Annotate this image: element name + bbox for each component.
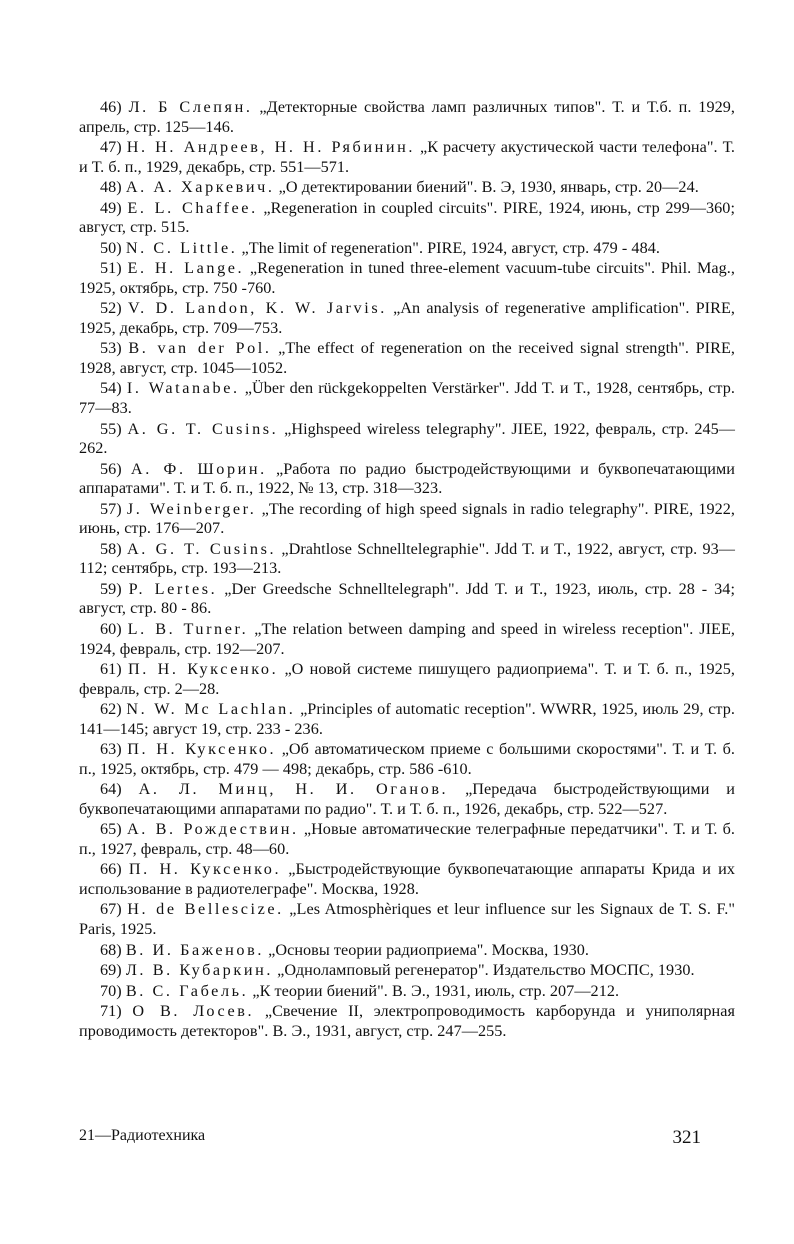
reference-text: „Одноламповый регенератор". Издательство МОСПС, 1930.	[273, 961, 695, 980]
reference-item	[79, 420, 735, 459]
reference-text: „Новые автоматические телеграфные передатчики". Т. и Т. б. п., 1927, февраль, стр. 48—60.	[79, 820, 736, 858]
reference-item	[79, 199, 735, 238]
reference-author: N. W. Mc Lachlan.	[126, 700, 296, 719]
reference-author: Л. В. Кубаркин.	[125, 961, 274, 980]
reference-author: A. G. T. Cusins.	[126, 539, 277, 558]
reference-number: 70)	[100, 981, 122, 1000]
reference-number: 68)	[100, 940, 122, 959]
reference-author: В. С. Габель.	[125, 981, 249, 1000]
reference-number: 52)	[100, 299, 122, 318]
reference-number: 57)	[100, 499, 122, 518]
reference-text: „К теории биений". В. Э., 1931, июль, стр. 207—212.	[248, 981, 620, 1000]
page-number: 321	[672, 1127, 701, 1148]
reference-text: „О новой системе пишущего радиоприема". Т. и Т. б. п., 1925, февраль, стр. 2—28.	[79, 659, 735, 698]
reference-item	[79, 460, 735, 499]
reference-author: Л. Б Слепян.	[128, 98, 253, 116]
reference-item	[79, 780, 735, 819]
reference-author: E. L. Chaffee.	[127, 198, 258, 217]
reference-item	[79, 961, 735, 981]
reference-text: „An analysis of regenerative amplification". PIRE, 1925, декабрь, стр. 709—753.	[79, 299, 735, 337]
reference-author: П. Н. Куксенко.	[127, 659, 279, 678]
reference-number: 48)	[100, 178, 122, 197]
reference-item	[79, 98, 735, 137]
reference-text: „Highspeed wireless telegraphy". JIEE, 1922, февраль, стр. 245—262.	[79, 419, 735, 458]
reference-author: П. Н. Куксенко.	[127, 740, 277, 759]
reference-number: 59)	[100, 579, 122, 598]
reference-item	[79, 379, 735, 418]
reference-text: „Об автоматическом приеме с большими скоростями". Т. и Т. б. п., 1925, октябрь, стр. 479 — 498; декабрь, стр. 586 -610.	[79, 740, 735, 778]
reference-item	[79, 660, 735, 699]
reference-text: „The recording of high speed signals in radio telegraphy". PIRE, 1922, июнь, стр. 176—207.	[79, 499, 735, 538]
reference-item	[79, 580, 735, 619]
reference-author: А. Л. Минц, Н. И. Оганов.	[138, 780, 449, 799]
reference-item	[79, 620, 735, 659]
reference-item	[79, 860, 735, 899]
reference-number: 66)	[100, 860, 122, 879]
reference-number: 61)	[100, 659, 122, 678]
reference-item	[79, 740, 735, 779]
reference-text: „The limit of regeneration". PIRE, 1924, август, стр. 479 - 484.	[237, 238, 660, 257]
reference-item	[79, 982, 735, 1002]
reference-text: „The relation between damping and speed in wireless reception". JIEE, 1924, февраль, стр. 192—207.	[79, 619, 735, 658]
reference-number: 56)	[100, 459, 122, 478]
reference-number: 54)	[100, 379, 122, 398]
reference-item	[79, 941, 735, 961]
reference-author: A. G. T. Cusins.	[127, 419, 279, 438]
reference-number: 64)	[100, 780, 122, 799]
reference-author: А. В. Рождествин.	[126, 820, 299, 839]
reference-text: „Передача быстродействующими и буквопечатающими аппаратами по радио". Т. и Т. б. п., 1926, декабрь, стр. 522—527.	[79, 780, 735, 818]
reference-number: 67)	[100, 900, 122, 919]
reference-item	[79, 299, 735, 338]
reference-number: 69)	[100, 961, 122, 980]
reference-text: „Основы теории радиоприема". Москва, 1930.	[264, 940, 589, 959]
reference-author: N. C. Little.	[125, 238, 238, 257]
reference-text: „Работа по радио быстродействующими и буквопечатающими аппаратами". Т. и Т. б. п., 1922, № 13, стр. 318—323.	[79, 459, 735, 498]
reference-number: 63)	[100, 740, 122, 759]
reference-number: 53)	[100, 339, 122, 358]
reference-text: „Детекторные свойства ламп различных типов". Т. и Т.б. п. 1929, апрель, стр. 125—146.	[79, 98, 735, 136]
reference-author: H. de Bellescize.	[127, 900, 284, 919]
reference-text: „О детектировании биений". В. Э, 1930, январь, стр. 20—24.	[274, 178, 699, 197]
reference-text: „Regeneration in tuned three-element vacuum-tube circuits". Phil. Mag., 1925, октябрь, стр. 750 -760.	[79, 259, 735, 297]
reference-number: 65)	[100, 820, 122, 839]
reference-author: А. Ф. Шорин.	[130, 459, 267, 478]
reference-number: 55)	[100, 419, 122, 438]
reference-author: J. Weinberger.	[126, 499, 257, 518]
reference-author: Н. Н. Андреев, Н. Н. Рябинин.	[126, 138, 416, 157]
reference-item	[79, 900, 735, 939]
reference-author: V. D. Landon, K. W. Jarvis.	[127, 299, 387, 318]
reference-number: 46)	[100, 98, 122, 116]
reference-text: „Regeneration in coupled circuits". PIRE, 1924, июнь, стр 299—360; август, стр. 515.	[79, 198, 735, 237]
reference-item	[79, 259, 735, 298]
reference-text: „Über den rückgekoppelten Verstärker". Jdd T. и T., 1928, сентябрь, стр. 77—83.	[79, 379, 735, 418]
reference-number: 51)	[100, 259, 122, 278]
reference-item	[79, 178, 735, 198]
reference-text: „Principles of automatic reception". WWRR, 1925, июль 29, стр. 141—145; август 19, стр. 233 - 236.	[79, 700, 735, 738]
reference-item	[79, 239, 735, 259]
reference-list	[79, 98, 735, 1042]
reference-text: „Быстродействующие буквопечатающие аппараты Крида и их использование в радиотелеграфе". Москва, 1928.	[79, 860, 735, 898]
reference-item	[79, 820, 735, 859]
reference-author: I. Watanabe.	[126, 379, 240, 398]
reference-item	[79, 138, 735, 177]
reference-number: 49)	[100, 198, 122, 217]
reference-item	[79, 339, 735, 378]
reference-item	[79, 500, 735, 539]
reference-text: „Drahtlose Schnelltelegraphie". Jdd T. и T., 1922, август, стр. 93—112; сентябрь, стр. 193—213.	[79, 539, 735, 578]
reference-author: E. H. Lange.	[127, 259, 245, 278]
reference-number: 50)	[100, 238, 122, 257]
reference-item	[79, 540, 735, 579]
reference-text: „The effect of regeneration on the received signal strength". PIRE, 1928, август, стр. 1045—1052.	[79, 339, 736, 377]
reference-text: „Der Greedsche Schnelltelegraph". Jdd T. и T., 1923, июль, стр. 28 - 34; август, стр. 80 - 86.	[79, 579, 735, 618]
reference-item	[79, 700, 735, 739]
reference-item	[79, 1002, 735, 1041]
reference-author: L. B. Turner.	[127, 619, 249, 638]
reference-author: О В. Лосев.	[132, 1001, 255, 1020]
reference-author: B. van der Pol.	[128, 339, 272, 358]
reference-text: „К расчету акустической части телефона". Т. и Т. б. п., 1929, декабрь, стр. 551—571.	[79, 138, 735, 176]
reference-text: „Свечение II, электропроводимость карборунда и униполярная проводимость детекторов". В. Э., 1931, август, стр. 247—255.	[79, 1001, 735, 1040]
reference-number: 71)	[100, 1001, 122, 1020]
reference-number: 58)	[100, 539, 122, 558]
reference-number: 62)	[100, 700, 122, 719]
page-footer	[79, 1127, 735, 1149]
reference-author: П. Н. Куксенко.	[128, 860, 282, 879]
reference-author: В. И. Баженов.	[125, 940, 265, 959]
reference-author: А. А. Харкевич.	[125, 178, 275, 197]
reference-number: 60)	[100, 619, 122, 638]
printer-signature: 21—Радиотехника	[79, 1127, 206, 1144]
reference-author: P. Lertes.	[128, 579, 218, 598]
reference-text: „Les Atmosphèriques et leur influence sur les Signaux de T. S. F." Paris, 1925.	[79, 900, 735, 939]
reference-number: 47)	[100, 138, 122, 157]
